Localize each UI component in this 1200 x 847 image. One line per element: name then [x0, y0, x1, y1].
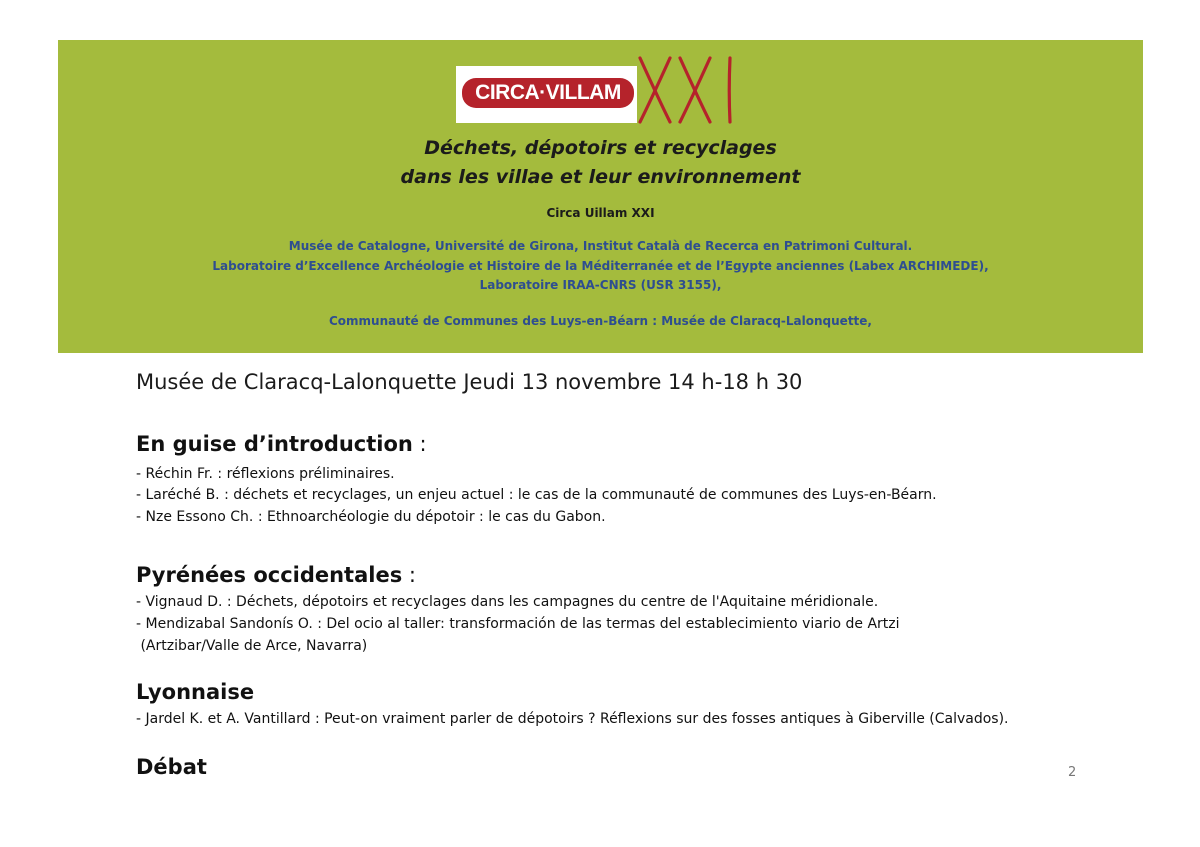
list-item: - Laréché B. : déchets et recyclages, un enjeu actuel : le cas de la communauté de communes des Luys-en-Béarn. [136, 487, 937, 503]
section-title-text: Pyrénées occidentales [136, 563, 403, 587]
section-title-text: Débat [136, 755, 207, 779]
page-number: 2 [1068, 765, 1077, 780]
section-title-colon: : [412, 432, 427, 456]
list-item: - Jardel K. et A. Vantillard : Peut-on vraiment parler de dépotoirs ? Réflexions sur des fosses antiques à Giberville (Calvados). [136, 711, 1009, 727]
section-title-text: En guise d’introduction [136, 432, 413, 456]
banner-title-line-1: Déchets, dépotoirs et recyclages [424, 137, 777, 159]
list-item: - Réchin Fr. : réflexions préliminaires. [136, 466, 395, 482]
organizer-line-4: Communauté de Communes des Luys-en-Béarn : Musée de Claracq-Lalonquette, [329, 314, 872, 328]
organizer-line-3: Laboratoire IRAA-CNRS (USR 3155), [479, 278, 722, 292]
list-item: - Mendizabal Sandonís O. : Del ocio al taller: transformación de las termas del establecimiento viario de Artzi [136, 616, 900, 632]
organizer-line-1: Musée de Catalogne, Université de Girona, Institut Català de Recerca en Patrimoni Cultural. [288, 239, 913, 253]
section-title-text: Lyonnaise [136, 680, 255, 704]
logo-xxi-glyphs [636, 52, 746, 127]
logo-xxi-mark [636, 52, 746, 127]
section-title-introduction [136, 432, 427, 456]
section-title-colon: : [402, 563, 416, 587]
event-date-line: Musée de Claracq-Lalonquette Jeudi 13 novembre 14 h-18 h 30 [136, 370, 803, 394]
organizer-line-2: Laboratoire d’Excellence Archéologie et Histoire de la Méditerranée et de l’Egypte anciennes (Labex ARCHIMEDE), [212, 259, 989, 273]
section-title-debat [136, 755, 207, 779]
list-item: - Vignaud D. : Déchets, dépotoirs et recyclages dans les campagnes du centre de l'Aquitaine méridionale. [136, 594, 879, 610]
logo-text: CIRCA·VILLAM [462, 78, 634, 108]
banner-title-line-2: dans les villae et leur environnement [400, 166, 801, 188]
section-title-pyrenees [136, 563, 416, 587]
header-banner [58, 40, 1143, 353]
list-item: (Artzibar/Valle de Arce, Navarra) [136, 638, 368, 654]
list-item: - Nze Essono Ch. : Ethnoarchéologie du dépotoir : le cas du Gabon. [136, 509, 606, 525]
section-title-lyonnaise [136, 680, 254, 704]
i-stroke [729, 58, 730, 122]
circa-villam-logo [456, 52, 746, 127]
banner-subtitle: Circa Uillam XXI [546, 206, 655, 220]
